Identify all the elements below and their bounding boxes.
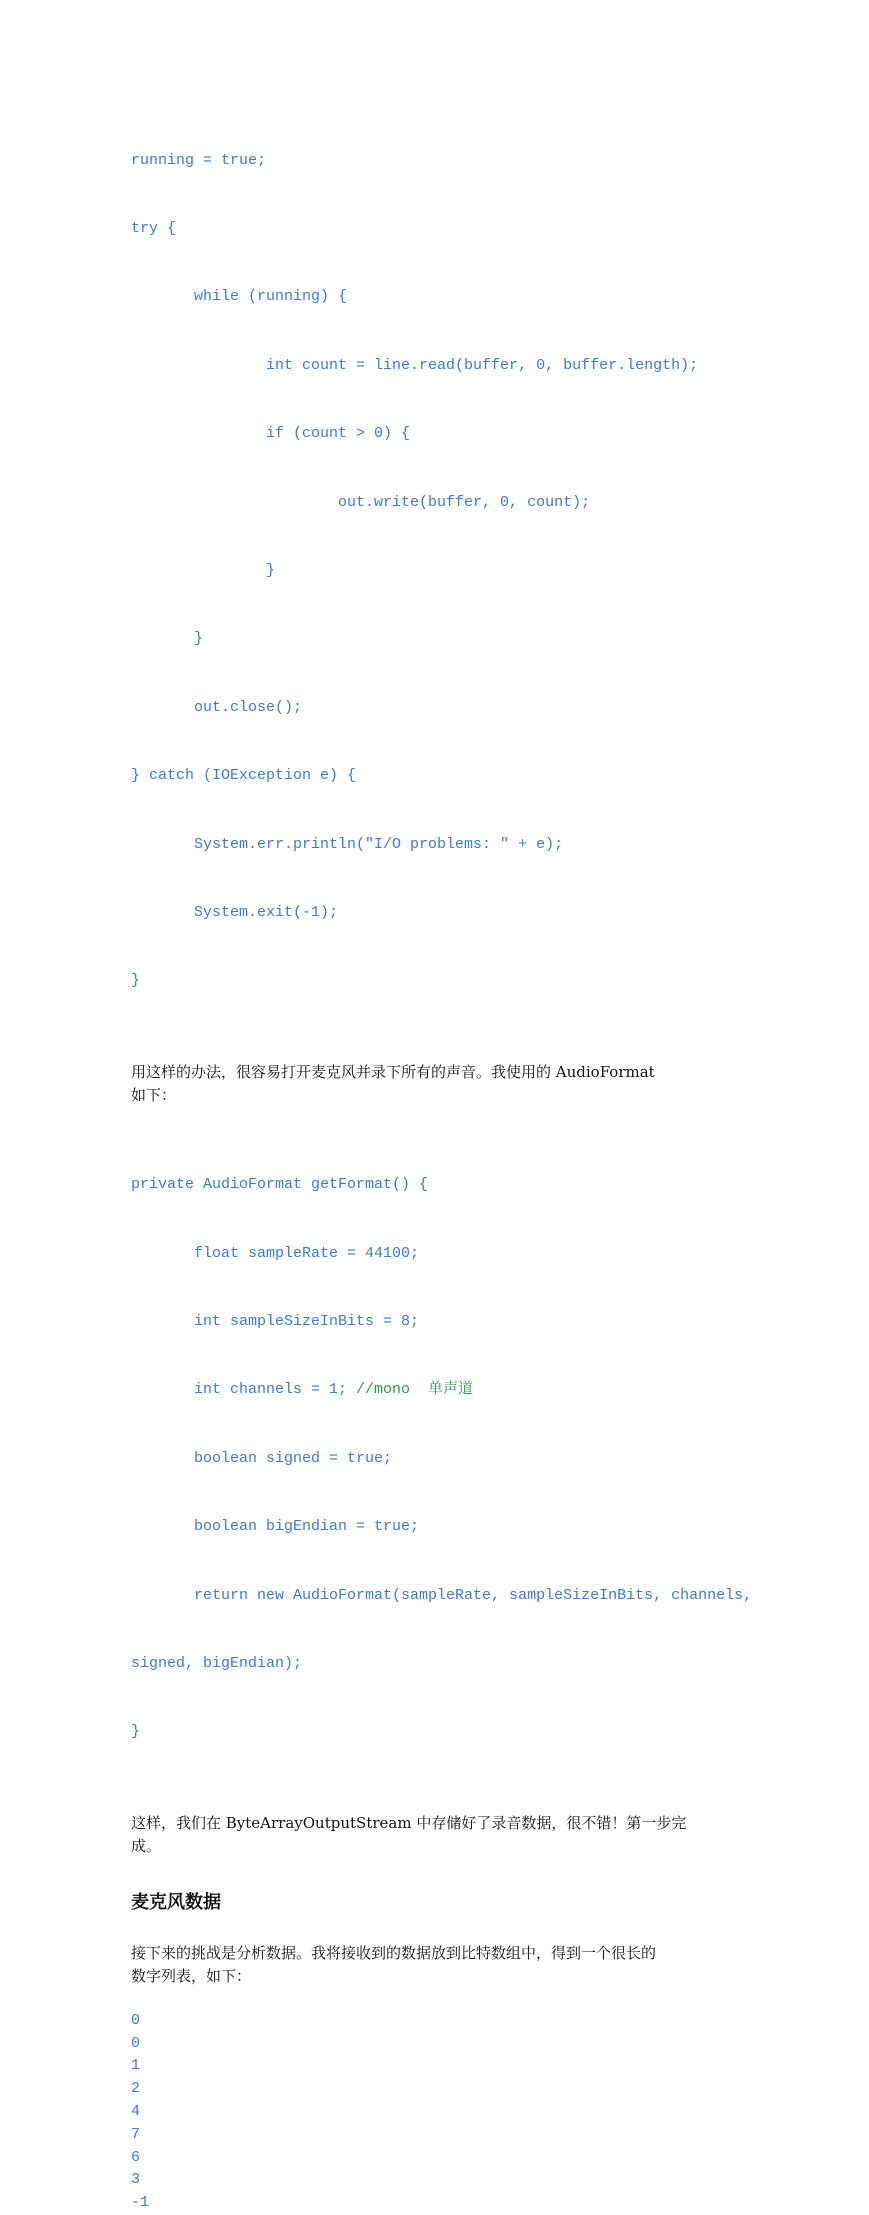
list-item: 0 [131,2034,141,2052]
paragraph-data-analysis [131,1942,741,1988]
section-heading: 麦克风数据 [131,1891,221,1913]
code-line: try { [131,219,177,237]
paragraph-line: 用这样的办法，很容易打开麦克风并录下所有的声音。我使用的 AudioFormat [131,1062,655,1081]
code-line: boolean bigEndian = true; [131,1518,420,1536]
list-item: 3 [131,2171,141,2189]
number-list [131,2010,741,2215]
code-comment: //mono 单声道 [356,1381,474,1399]
code-line: while (running) { [131,288,348,306]
code-line: return new AudioFormat(sampleRate, sampleSizeInBits, channels, [131,1586,753,1604]
code-line: int count = line.read(buffer, 0, buffer.length); [131,356,699,374]
code-line: private AudioFormat getFormat() { [131,1176,429,1194]
code-line: } [131,561,276,579]
list-item: 7 [131,2125,141,2143]
paragraph-line: 成。 [131,1836,162,1855]
paragraph-line: 接下来的挑战是分析数据。我将接收到的数据放到比特数组中，得到一个很长的 [131,1943,657,1962]
code-line: } [131,1723,141,1741]
list-item: 0 [131,2011,141,2029]
code-line: signed, bigEndian); [131,1655,303,1672]
code-line: out.write(buffer, 0, count); [131,493,591,511]
code-block-recording-loop [131,104,741,1039]
list-item: 6 [131,2148,141,2166]
paragraph-audioformat-intro [131,1061,741,1107]
code-line: boolean signed = true; [131,1449,393,1467]
code-line: } catch (IOException e) { [131,767,357,785]
code-line: } [131,630,204,648]
code-line: float sampleRate = 44100; [131,1244,420,1262]
code-line [131,1379,741,1402]
paragraph-line: 这样，我们在 ByteArrayOutputStream 中存储好了录音数据，很不错！第一步完 [131,1813,687,1832]
code-line: running = true; [131,151,267,169]
document-page [131,104,753,2215]
list-item: 1 [131,2057,141,2075]
paragraph-line: 数字列表，如下： [131,1966,252,1985]
code-text: int channels = 1; [131,1381,357,1399]
list-item: 2 [131,2080,141,2098]
code-line: System.exit(-1); [131,903,339,921]
paragraph-recording-done [131,1812,741,1858]
code-line: if (count > 0) { [131,425,411,443]
code-line: int sampleSizeInBits = 8; [131,1313,420,1331]
code-line: System.err.println("I/O problems: " + e); [131,835,564,853]
list-item: 4 [131,2102,141,2120]
code-line: out.close(); [131,698,303,716]
paragraph-line: 如下： [131,1085,177,1104]
code-line: } [131,972,141,990]
list-item: -1 [131,2194,150,2212]
